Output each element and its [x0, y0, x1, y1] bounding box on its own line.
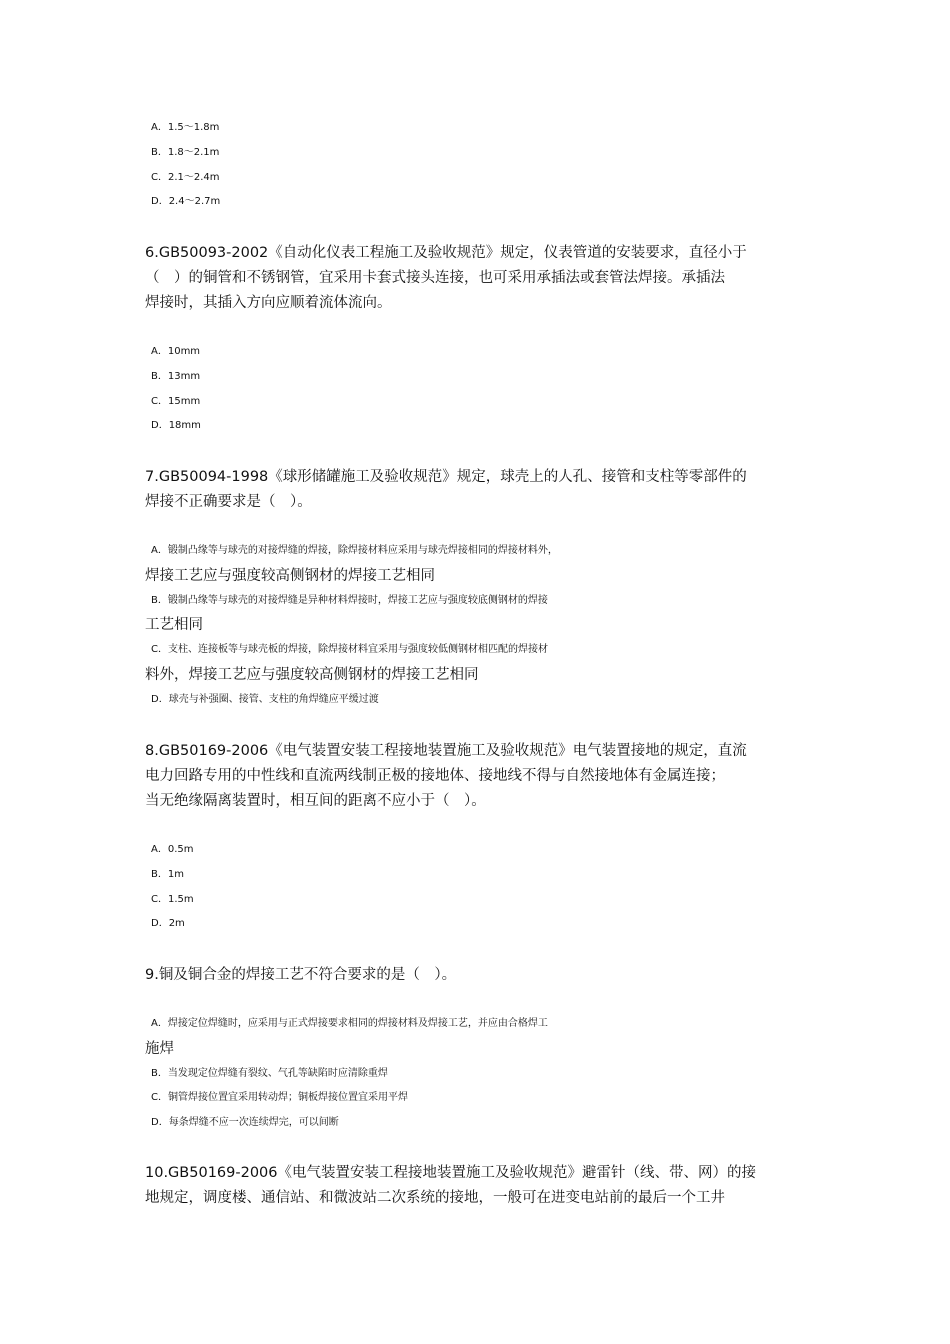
option-c: C．2.1～2.4m	[151, 171, 220, 183]
option-a: A．0.5m	[151, 844, 194, 855]
question-6-stem	[145, 241, 815, 315]
option-a: A．锻制凸缘等与球壳的对接焊缝的焊接，除焊接材料应采用与球壳焊接相同的焊接材料外，	[151, 545, 558, 556]
stem-line: 9.铜及铜合金的焊接工艺不符合要求的是（ ）。	[145, 967, 457, 983]
question-10-stem	[145, 1161, 815, 1211]
option-c: C．1.5m	[151, 893, 194, 905]
stem-line: 焊接不正确要求是（ ）。	[145, 493, 312, 510]
question-6-options	[145, 340, 815, 439]
option-a: A．焊接定位焊缝时，应采用与正式焊接要求相同的焊接材料及焊接工艺，并应由合格焊工	[151, 1018, 548, 1029]
question-5-options	[145, 116, 815, 215]
option-b: B．13mm	[151, 370, 201, 382]
stem-line: 当无绝缘隔离装置时，相互间的距离不应小于（ ）。	[145, 792, 486, 809]
question-8-stem	[145, 739, 815, 813]
question-8-options	[145, 838, 815, 937]
option-b: B．1.8～2.1m	[151, 146, 220, 158]
stem-line: 7.GB50094-1998《球形储罐施工及验收规范》规定，球壳上的人孔、接管和支柱等零部件的	[145, 469, 747, 485]
option-c-continued: 料外，焊接工艺应与强度较高侧钢材的焊接工艺相同	[145, 666, 479, 683]
stem-line: 10.GB50169-2006《电气装置安装工程接地装置施工及验收规范》避雷针（线、带、网）的接	[145, 1165, 757, 1181]
option-a-continued: 施焊	[145, 1040, 174, 1057]
option-d: D．2.4～2.7m	[151, 196, 221, 208]
stem-line: 地规定，调度楼、通信站、和微波站二次系统的接地，一般可在进变电站前的最后一个工井	[145, 1189, 725, 1206]
option-a: A．1.5～1.8m	[151, 122, 220, 133]
question-9-options	[145, 1012, 815, 1136]
option-d: D．球壳与补强圈、接管、支柱的角焊缝应平缓过渡	[151, 693, 379, 705]
question-7-options	[145, 539, 815, 713]
stem-line: 6.GB50093-2002《自动化仪表工程施工及验收规范》规定，仪表管道的安装要求，直径小于	[145, 245, 747, 261]
option-c: C．15mm	[151, 395, 201, 407]
question-9-stem	[145, 963, 815, 988]
option-c: C．铜管焊接位置宜采用转动焊；铜板焊接位置宜采用平焊	[151, 1092, 408, 1104]
option-b-continued: 工艺相同	[145, 617, 203, 634]
option-b: B．锻制凸缘等与球壳的对接焊缝是异种材料焊接时，焊接工艺应与强度较底侧钢材的焊接	[151, 594, 548, 606]
option-a-continued: 焊接工艺应与强度较高侧钢材的焊接工艺相同	[145, 567, 435, 584]
stem-line: 8.GB50169-2006《电气装置安装工程接地装置施工及验收规范》电气装置接地的规定，直流	[145, 743, 747, 759]
stem-line: 电力回路专用的中性线和直流两线制正极的接地体、接地线不得与自然接地体有金属连接；	[145, 767, 725, 784]
stem-line: 焊接时，其插入方向应顺着流体流向。	[145, 294, 392, 311]
question-7-stem	[145, 465, 815, 515]
option-b: B．当发现定位焊缝有裂纹、气孔等缺陷时应清除重焊	[151, 1067, 388, 1079]
option-d: D．18mm	[151, 420, 201, 432]
option-d: D．2m	[151, 918, 185, 930]
option-d: D．每条焊缝不应一次连续焊完，可以间断	[151, 1117, 339, 1129]
option-b: B．1m	[151, 868, 184, 880]
stem-line: （ ）的铜管和不锈钢管，宜采用卡套式接头连接，也可采用承插法或套管法焊接。承插法	[145, 269, 725, 286]
option-a: A．10mm	[151, 346, 201, 357]
option-c: C．支柱、连接板等与球壳板的焊接，除焊接材料宜采用与强度较低侧钢材相匹配的焊接材	[151, 644, 548, 656]
